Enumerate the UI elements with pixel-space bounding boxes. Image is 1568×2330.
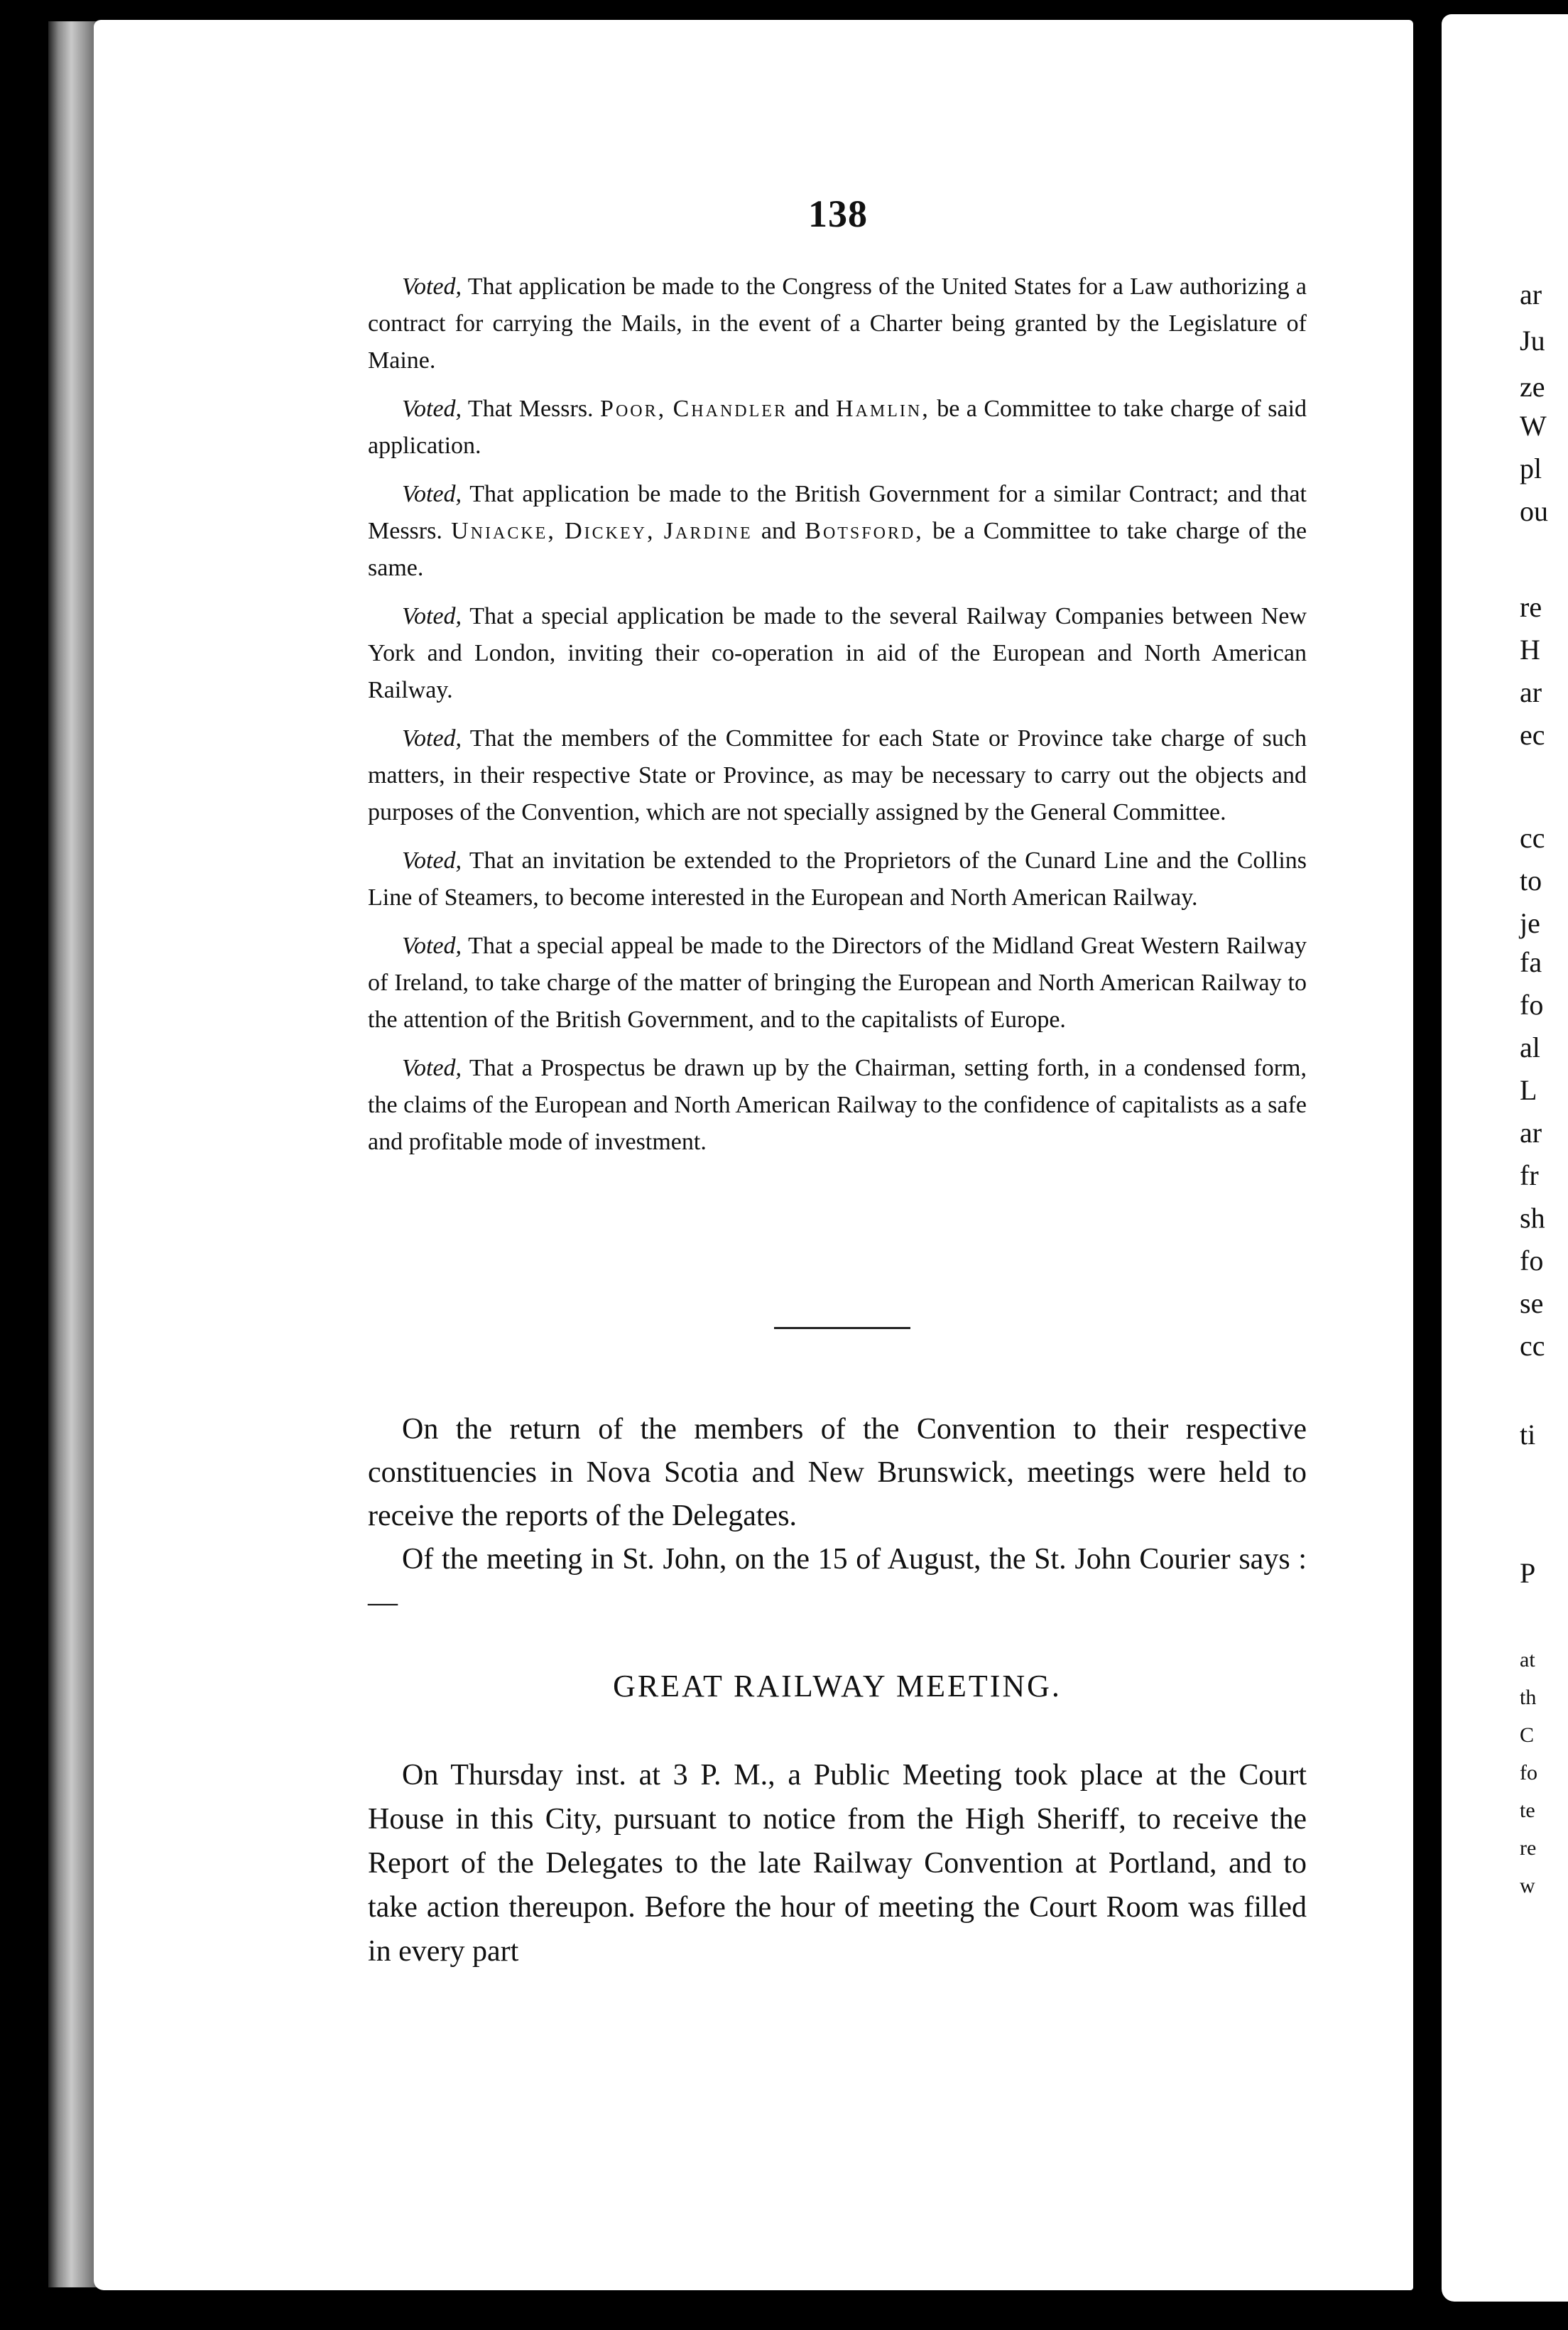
report-paragraph: Of the meeting in St. John, on the 15 of August, the St. John Courier says :— (368, 1543, 1307, 1619)
voted-label: Voted, (402, 725, 462, 752)
vote-paragraph (368, 598, 1307, 709)
voted-label: Voted, (402, 273, 462, 300)
fragment: w (1520, 1874, 1535, 1897)
book-spine (48, 21, 99, 2287)
fragment: se (1520, 1287, 1544, 1319)
fragment: th (1520, 1686, 1537, 1709)
fragment: W (1520, 410, 1547, 442)
fragment: fa (1520, 946, 1542, 978)
fragment: je (1520, 907, 1540, 939)
report-section (368, 1408, 1307, 1625)
committee-name: Poor, (600, 396, 667, 422)
vote-paragraph (368, 842, 1307, 916)
vote-text: That application be made to the British Government for a similar Contract; and that Messrs. (368, 481, 1307, 544)
meeting-section (368, 1753, 1307, 1973)
voted-label: Voted, (402, 481, 462, 507)
fragment: re (1520, 591, 1542, 623)
fragment: ou (1520, 495, 1548, 527)
vote-text: That Messrs. (467, 396, 594, 422)
page-number: 138 (808, 193, 868, 235)
committee-name: Hamlin, (836, 396, 930, 422)
committee-name: Chandler (673, 396, 788, 422)
voted-label: Voted, (402, 933, 462, 959)
fragment: sh (1520, 1202, 1545, 1234)
vote-text: be a Committee to take charge of said application. (368, 396, 1307, 459)
fragment: al (1520, 1031, 1540, 1063)
vote-paragraph (368, 720, 1307, 831)
fragment: ar (1520, 1117, 1542, 1149)
report-paragraph: On the return of the members of the Convention to their respective constituencies in Nova Scotia and New Brunswick, meetings were held to receive the reports of the Delegates. (368, 1413, 1307, 1532)
fragment: re (1520, 1836, 1537, 1860)
committee-name: Botsford, (805, 518, 924, 544)
vote-paragraph (368, 476, 1307, 587)
fragment: L (1520, 1074, 1537, 1106)
committee-name: Uniacke, (451, 518, 556, 544)
fragment: cc (1520, 1330, 1545, 1362)
fragment: fo (1520, 989, 1544, 1021)
right-page-edge (1442, 14, 1568, 2302)
fragment: ze (1520, 371, 1545, 403)
vote-paragraph (368, 928, 1307, 1039)
fragment: Ju (1520, 325, 1545, 357)
fragment: ti (1520, 1419, 1536, 1451)
committee-name: Dickey, (565, 518, 655, 544)
vote-text: That a Prospectus be drawn up by the Chairman, setting forth, in a condensed form, the claims of the European and North American Railway to the confidence of capitalists as a safe and profitable mode of investment. (368, 1055, 1307, 1155)
vote-text: and (761, 518, 796, 544)
vote-text: be a Committee to take charge of the same. (368, 518, 1307, 581)
voted-label: Voted, (402, 847, 462, 874)
vote-text: That a special appeal be made to the Directors of the Midland Great Western Railway of Ireland, to take charge of the matter of bringing the European and North American Railway to the attention of the British Government, and to the capitalists of Europe. (368, 933, 1307, 1033)
fragment: fo (1520, 1245, 1544, 1277)
fragment: to (1520, 865, 1542, 896)
fragment: ec (1520, 719, 1545, 751)
committee-name: Jardine (663, 518, 753, 544)
vote-paragraph (368, 1050, 1307, 1161)
voted-label: Voted, (402, 1055, 462, 1081)
fragment: fo (1520, 1761, 1537, 1784)
fragment: cc (1520, 822, 1545, 854)
vote-text: That application be made to the Congress of the United States for a Law authorizing a contract for carrying the Mails, in the event of a Charter being granted by the Legislature of Maine. (368, 273, 1307, 374)
vote-text: and (794, 396, 829, 422)
vote-text: That a special application be made to the several Railway Companies between New York and London, inviting their co-operation in aid of the European and North American Railway. (368, 603, 1307, 703)
votes-section (368, 269, 1307, 1172)
section-divider (774, 1327, 910, 1329)
section-heading: GREAT RAILWAY MEETING. (613, 1669, 1062, 1703)
voted-label: Voted, (402, 603, 462, 629)
fragment: ar (1520, 676, 1542, 708)
fragment: fr (1520, 1159, 1539, 1191)
fragment: ar (1520, 278, 1542, 310)
fragment: at (1520, 1648, 1535, 1671)
vote-text: That the members of the Committee for each State or Province take charge of such matters, in their respective State or Province, as may be necessary to carry out the objects and purposes of the Convention, which are not specially assigned by the General Committee. (368, 725, 1307, 825)
vote-paragraph (368, 269, 1307, 379)
meeting-paragraph: On Thursday inst. at 3 P. M., a Public Meeting took place at the Court House in this City, pursuant to notice from the High Sheriff, to receive the Report of the Delegates to the late Railway Convention at Portland, and to take action thereupon. Before the hour of meeting the Court Room was filled in every part (368, 1759, 1307, 1968)
voted-label: Voted, (402, 396, 462, 422)
fragment: C (1520, 1723, 1535, 1747)
vote-text: That an invitation be extended to the Proprietors of the Cunard Line and the Collins Line of Steamers, to become interested in the European and North American Railway. (368, 847, 1307, 911)
fragment: pl (1520, 453, 1542, 484)
fragment: H (1520, 634, 1540, 666)
fragment: P (1520, 1557, 1536, 1589)
vote-paragraph (368, 391, 1307, 465)
fragment: te (1520, 1799, 1535, 1822)
